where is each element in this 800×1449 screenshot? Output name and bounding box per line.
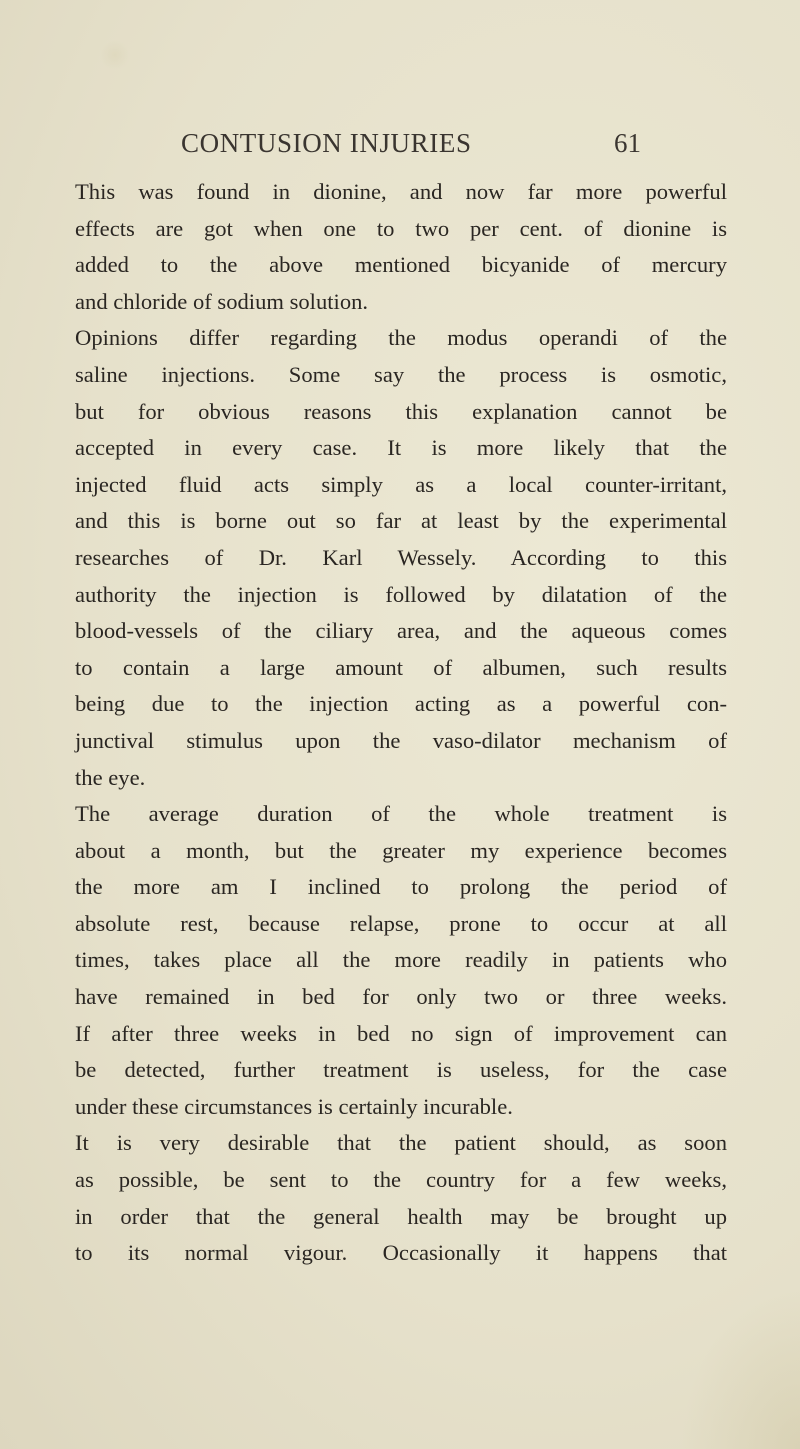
text-line: times, takes place all the more readily in patients who — [75, 947, 727, 973]
text-line: to its normal vigour. Occasionally it happens that — [75, 1240, 727, 1266]
text-line: absolute rest, because relapse, prone to occur at all — [75, 910, 727, 936]
text-line: blood-vessels of the ciliary area, and the aqueous comes — [75, 618, 727, 644]
text-line: junctival stimulus upon the vaso-dilator mechanism of — [75, 727, 727, 753]
text-line: being due to the injection acting as a powerful con- — [75, 691, 727, 717]
text-line: and chloride of sodium solution. — [75, 288, 369, 314]
text-line: Opinions differ regarding the modus operandi of the — [75, 325, 727, 351]
text-line: the more am I inclined to prolong the period of — [75, 874, 727, 900]
text-line: It is very desirable that the patient should, as soon — [75, 1130, 727, 1156]
text-line: This was found in dionine, and now far more powerful — [75, 179, 727, 204]
text-line: be detected, further treatment is useless, for the case — [75, 1057, 727, 1083]
text-line: but for obvious reasons this explanation cannot be — [75, 398, 727, 424]
text-line: effects are got when one to two per cent. of dionine is — [75, 215, 727, 241]
running-head — [0, 128, 800, 164]
text-line: to contain a large amount of albumen, such results — [75, 654, 727, 680]
text-line: injected fluid acts simply as a local counter-irritant, — [75, 471, 727, 497]
text-line: authority the injection is followed by dilatation of the — [75, 581, 727, 607]
text-line: If after three weeks in bed no sign of improvement can — [75, 1020, 727, 1046]
paper-smudge — [100, 40, 130, 70]
text-line: saline injections. Some say the process is osmotic, — [75, 361, 727, 387]
text-line: researches of Dr. Karl Wessely. According to this — [75, 544, 727, 570]
text-line: have remained in bed for only two or three weeks. — [75, 984, 727, 1010]
body-text — [75, 174, 727, 1272]
running-title: CONTUSION INJURIES — [181, 128, 472, 158]
text-line: under these circumstances is certainly incurable. — [75, 1093, 513, 1119]
text-line: accepted in every case. It is more likely that the — [75, 435, 727, 461]
text-line: as possible, be sent to the country for a few weeks, — [75, 1167, 727, 1193]
text-line: The average duration of the whole treatment is — [75, 801, 727, 827]
text-line: and this is borne out so far at least by the experimental — [75, 508, 727, 534]
page-number: 61 — [614, 128, 641, 158]
text-line: the eye. — [75, 764, 146, 790]
paper-stain — [680, 1289, 800, 1449]
text-line: in order that the general health may be brought up — [75, 1203, 727, 1229]
text-line: added to the above mentioned bicyanide of mercury — [75, 252, 727, 278]
text-line: about a month, but the greater my experience becomes — [75, 837, 727, 863]
